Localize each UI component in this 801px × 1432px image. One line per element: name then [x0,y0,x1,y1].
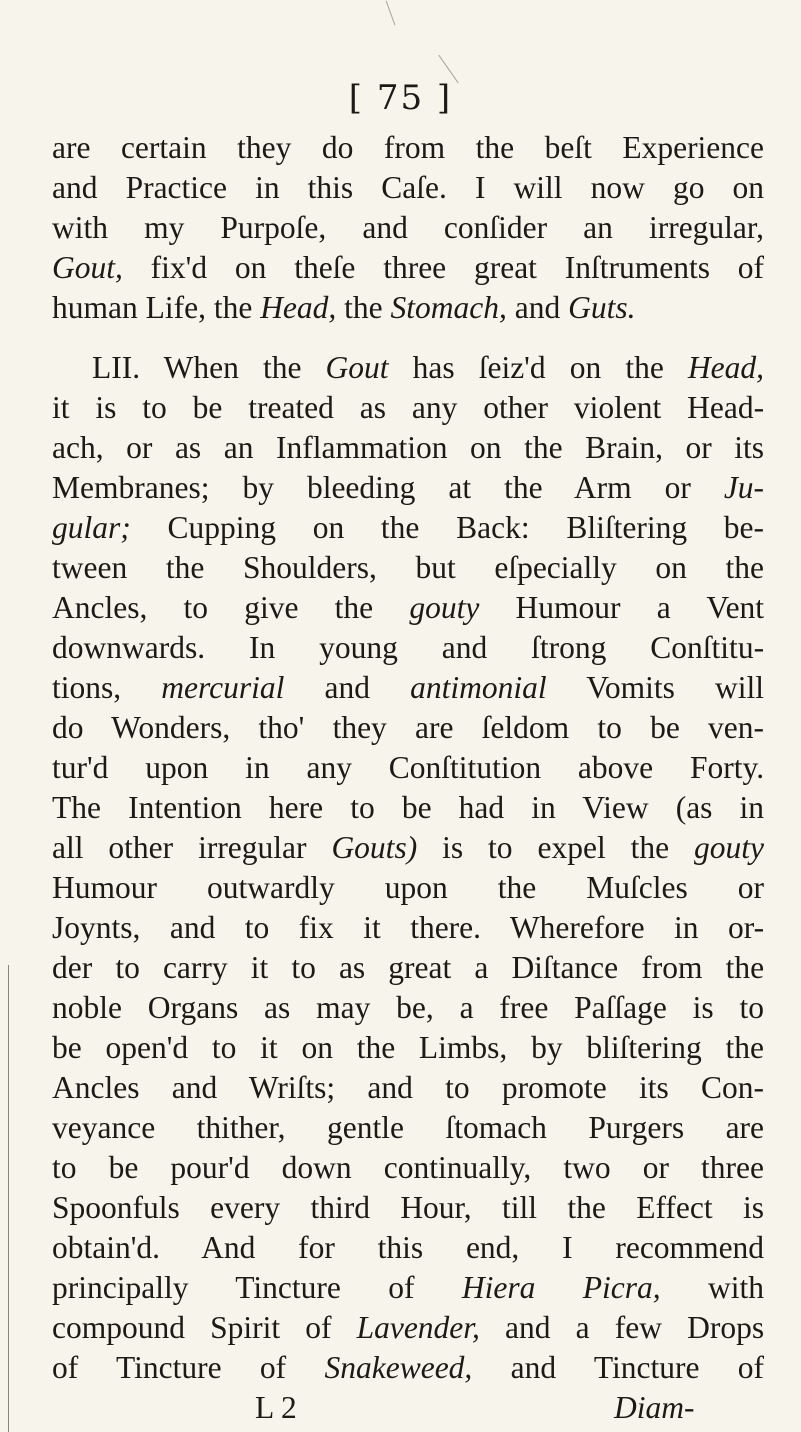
text-line: with my Purpoſe, and conſider an irregular, [52,210,765,245]
text-line: downwards. In young and ſtrong Conſtitu- [52,630,765,665]
text-line: compound Spirit of Lavender, and a few Drops [52,1310,765,1345]
catchword: Diam- [614,1390,695,1425]
text-line: veyance thither, gentle ſtomach Purgers are [52,1110,765,1145]
text-line: Spoonfuls every third Hour, till the Effect is [52,1190,764,1225]
text-line: LII. When the Gout has ſeiz'd on the Head, [92,350,764,385]
text-line: human Life, the Head, the Stomach, and Guts. [52,290,636,325]
text-line: are certain they do from the beſt Experience [52,130,765,165]
text-line: der to carry it to as great a Diſtance from the [52,950,765,985]
page-number: [ 75 ] [348,78,453,118]
text-line: tur'd upon in any Conſtitution above Forty. [52,750,765,785]
text-line: noble Organs as may be, a free Paſſage is to [52,990,764,1025]
text-line: Joynts, and to fix it there. Wherefore in or- [52,910,765,945]
text-line: be open'd to it on the Limbs, by bliſtering the [52,1030,765,1065]
text-line: Gout, fix'd on theſe three great Inſtruments of [52,250,765,285]
text-line: ach, or as an Inflammation on the Brain, or its [52,430,765,465]
text-line: gular; Cupping on the Back: Bliſtering be- [52,510,765,545]
text-line: tween the Shoulders, but eſpecially on the [52,550,765,585]
text-line: The Intention here to be had in View (as in [52,790,765,825]
text-line: all other irregular Gouts) is to expel the gouty [52,830,765,865]
text-line: Membranes; by bleeding at the Arm or Ju- [52,470,765,505]
text-line: and Practice in this Caſe. I will now go on [52,170,765,205]
text-line: obtain'd. And for this end, I recommend [52,1230,765,1265]
text-line: do Wonders, tho' they are ſeldom to be ven- [52,710,764,745]
signature-mark: L 2 [255,1390,297,1425]
text-line: of Tincture of Snakeweed, and Tincture of [52,1350,765,1385]
page-footer [52,1388,764,1428]
binding-edge [8,965,9,1432]
text-line: Humour outwardly upon the Muſcles or [52,870,765,905]
text-line: it is to be treated as any other violent Head- [52,390,765,425]
text-line: to be pour'd down continually, two or three [52,1150,764,1185]
text-line: Ancles and Wriſts; and to promote its Con- [52,1070,765,1105]
margin-mark [386,1,396,26]
body-text [52,128,764,1428]
text-line: tions, mercurial and antimonial Vomits will [52,670,765,705]
text-line: Ancles, to give the gouty Humour a Vent [52,590,765,625]
text-line: principally Tincture of Hiera Picra, with [52,1270,764,1305]
